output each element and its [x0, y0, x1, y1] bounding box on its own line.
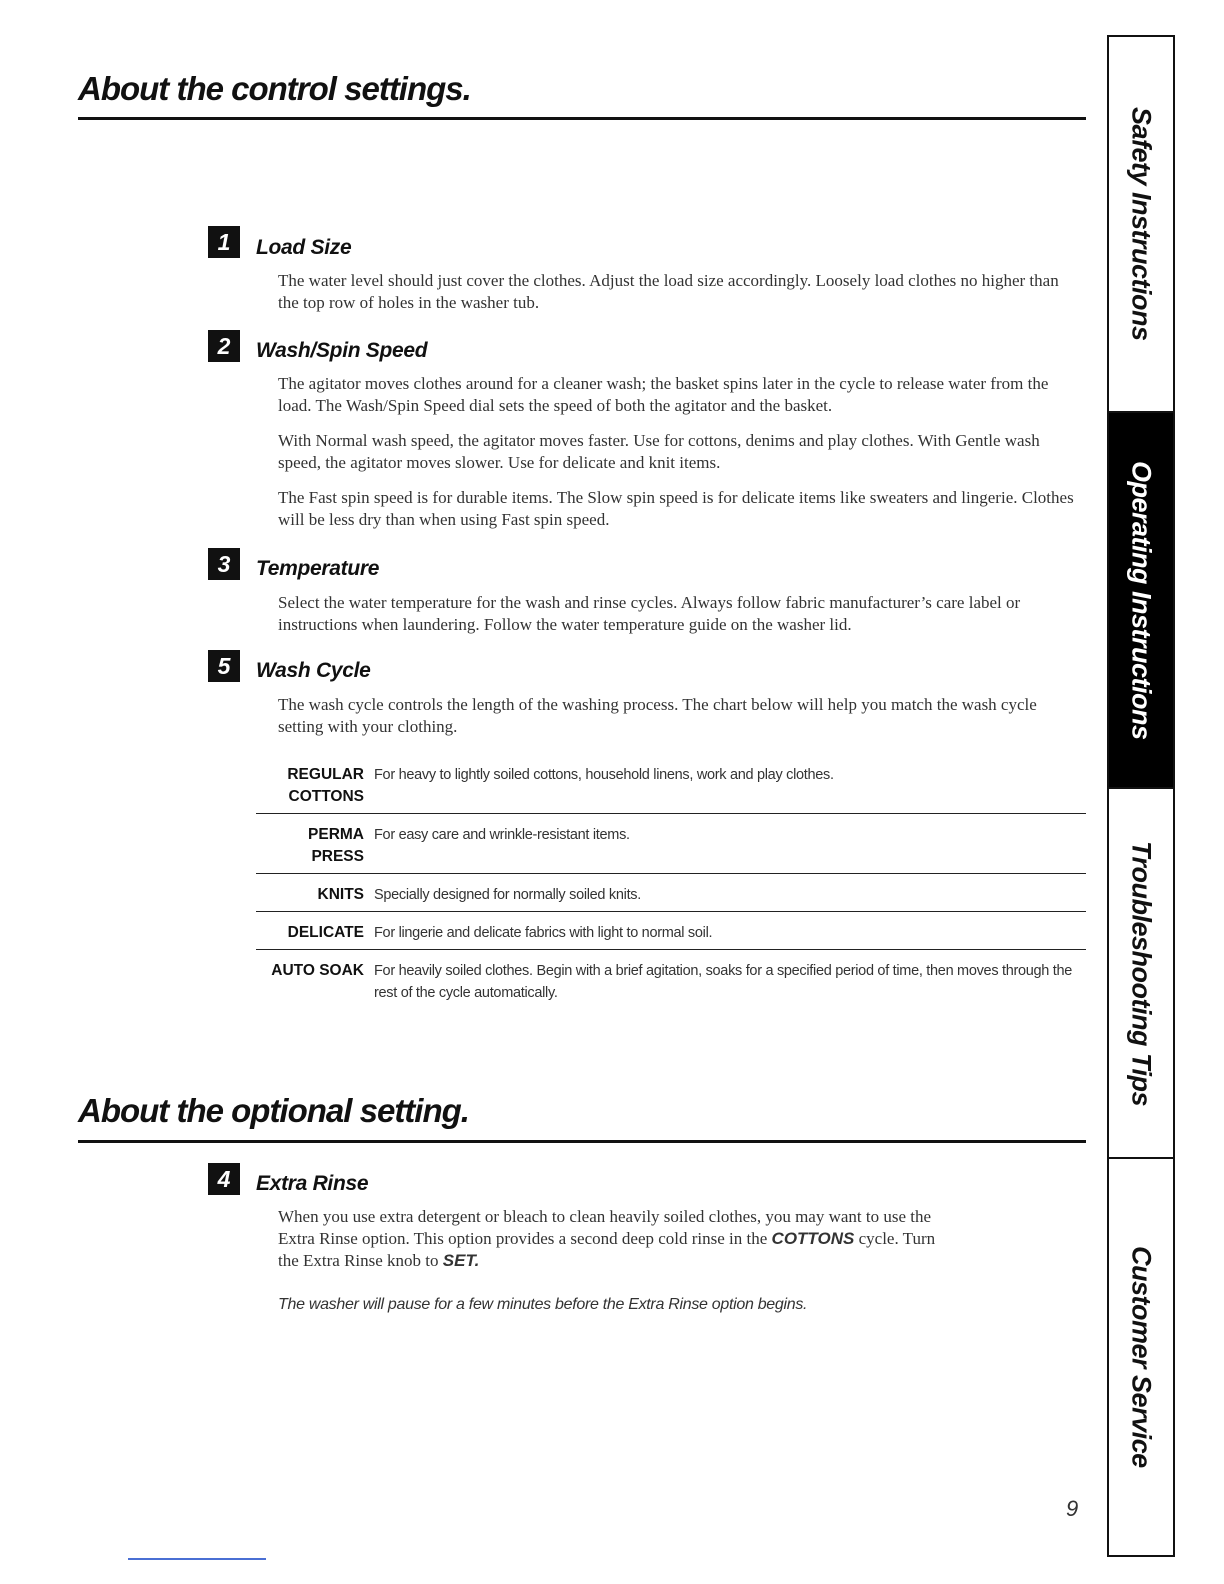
cycle-name: AUTO SOAK	[271, 962, 364, 979]
section-title-temperature: Temperature	[256, 557, 380, 580]
tab-label: Operating Instructions	[1126, 460, 1157, 740]
section-number-badge: 1	[208, 226, 240, 258]
cycle-row-knits	[256, 880, 1086, 912]
cycle-description: For lingerie and delicate fabrics with light to normal soil.	[374, 925, 713, 941]
cycle-row-regular-cottons	[256, 760, 1086, 814]
footer-line	[128, 1558, 266, 1560]
cottons-emphasis: COTTONS	[771, 1229, 855, 1248]
load-size-text: The water level should just cover the clothes. Adjust the load size accordingly. Loosely load clothes no higher than the top row of holes in the washer tub.	[278, 271, 1059, 312]
cycle-name-line-2: COTTONS	[288, 788, 364, 805]
cycle-description: For easy care and wrinkle-resistant items.	[374, 827, 630, 843]
cycle-name	[256, 764, 374, 808]
set-emphasis: SET.	[442, 1251, 480, 1270]
cycle-description: Specially designed for normally soiled knits.	[374, 887, 641, 903]
cycle-row-auto-soak	[256, 956, 1086, 1009]
cycle-name-line-2: PRESS	[311, 848, 364, 865]
tab-customer-service[interactable]	[1109, 1159, 1173, 1555]
title-rule	[78, 1140, 1086, 1143]
cycle-name-line-1: REGULAR	[287, 766, 364, 783]
title-rule	[78, 117, 1086, 120]
section-sidebar	[1107, 35, 1175, 1557]
extra-rinse-note: The washer will pause for a few minutes before the Extra Rinse option begins.	[278, 1296, 808, 1313]
section-number-badge: 3	[208, 548, 240, 580]
extra-rinse-text	[278, 1206, 954, 1272]
section-title-wash-cycle: Wash Cycle	[256, 659, 371, 682]
section-number-badge: 5	[208, 650, 240, 682]
section-title-wash-spin-speed: Wash/Spin Speed	[256, 339, 428, 362]
cycle-name: KNITS	[317, 886, 364, 903]
cycle-name	[256, 824, 374, 868]
wash-spin-text-2: With Normal wash speed, the agitator moves faster. Use for cottons, denims and play clothes. With Gentle wash speed, the agitator moves slower. Use for delicate and knit items.	[278, 431, 1040, 472]
section-number-badge: 4	[208, 1163, 240, 1195]
tab-operating-instructions[interactable]	[1109, 413, 1173, 789]
cycle-row-delicate	[256, 918, 1086, 950]
cycle-name-line-1: PERMA	[308, 826, 364, 843]
wash-cycle-text: The wash cycle controls the length of the washing process. The chart below will help you match the wash cycle setting with your clothing.	[278, 695, 1037, 736]
tab-label: Troubleshooting Tips	[1126, 840, 1157, 1106]
wash-spin-text-3: The Fast spin speed is for durable items. The Slow spin speed is for delicate items like sweaters and lingerie. Clothes will be less dry than when using Fast spin speed.	[278, 488, 1074, 529]
section-title-load-size: Load Size	[256, 236, 352, 259]
tab-safety-instructions[interactable]	[1109, 37, 1173, 413]
wash-spin-text-1: The agitator moves clothes around for a cleaner wash; the basket spins later in the cycle to release water from the load. The Wash/Spin Speed dial sets the speed of both the agitator and the basket.	[278, 374, 1049, 415]
cycle-row-perma-press	[256, 820, 1086, 874]
section-number-badge: 2	[208, 330, 240, 362]
extra-rinse-text-b: cycle. Turn the Extra Rinse knob to	[278, 1229, 936, 1270]
cycle-description: For heavy to lightly soiled cottons, household linens, work and play clothes.	[374, 767, 834, 783]
cycle-name: DELICATE	[287, 924, 364, 941]
page-title-optional-setting: About the optional setting.	[78, 1092, 469, 1129]
page-title-control-settings: About the control settings.	[78, 70, 471, 107]
extra-rinse-text-a: When you use extra detergent or bleach to clean heavily soiled clothes, you may want to use the Extra Rinse option. This option provides a second deep cold rinse in the	[278, 1207, 932, 1248]
wash-cycle-table	[256, 760, 1086, 1015]
temperature-text: Select the water temperature for the wash and rinse cycles. Always follow fabric manufacturer’s care label or instructions when laundering. Follow the water temperature guide on the washer lid.	[278, 593, 1021, 634]
section-title-extra-rinse: Extra Rinse	[256, 1172, 369, 1195]
tab-label: Safety Instructions	[1126, 107, 1157, 341]
page-number: 9	[1066, 1496, 1079, 1521]
cycle-description: For heavily soiled clothes. Begin with a brief agitation, soaks for a specified period of time, then moves through the rest of the cycle automatically.	[374, 963, 1073, 1001]
tab-troubleshooting-tips[interactable]	[1109, 789, 1173, 1159]
tab-label: Customer Service	[1126, 1246, 1157, 1468]
